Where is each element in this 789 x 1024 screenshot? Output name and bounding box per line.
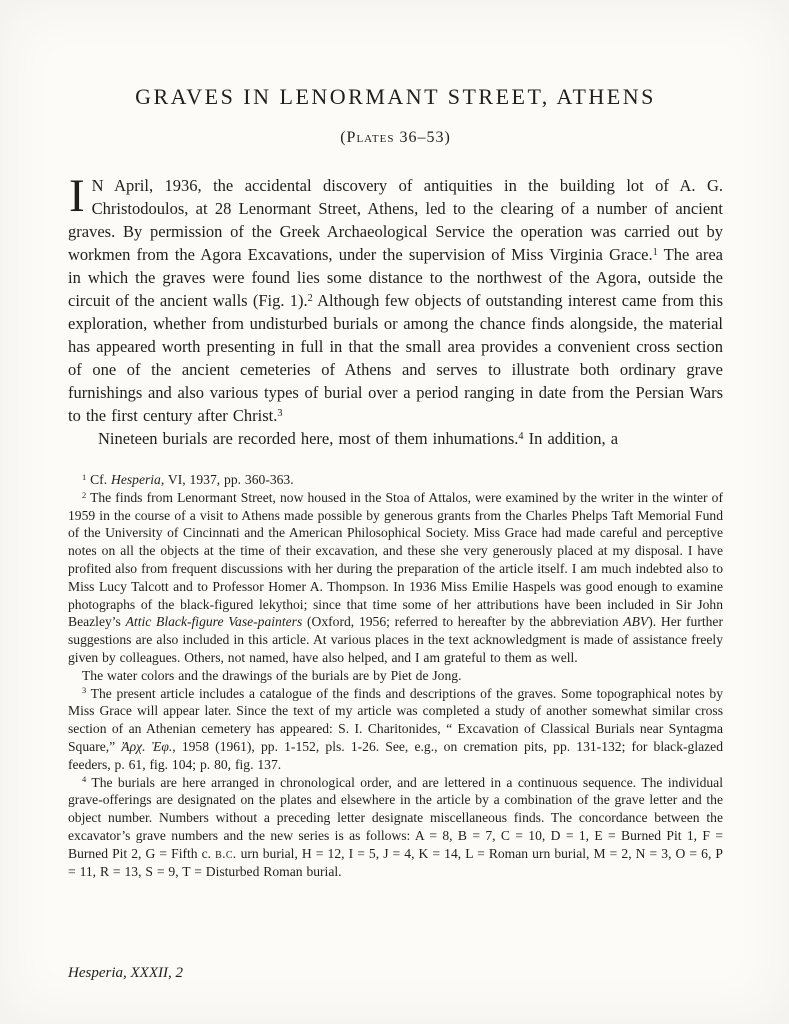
plates-subtitle: (Plates 36–53) bbox=[340, 129, 451, 146]
footnote-reference: 1 bbox=[652, 246, 658, 258]
text-run: N April, 1936, the accidental discovery of antiquities in the building lot of A. G. Christodoulos, at 28 Lenormant Street, Athens, led to the clearing of a number of ancient graves. By permission of the Greek Archaeological Service the operation was carried out by workmen from the Agora Excavations, under the supervision of Miss Virginia Grace. bbox=[68, 176, 723, 264]
text-run: b.c. bbox=[215, 845, 237, 861]
text-run: (Oxford, 1956; referred to hereafter by the abbreviation bbox=[302, 614, 624, 630]
article-title: GRAVES IN LENORMANT STREET, ATHENS bbox=[135, 84, 656, 109]
text-run: urn burial, H = 12, I = 5, J = 4, K = 14, L = Roman urn burial, M = 2, N = 3, O = 6, P = 11, R = 13, S = 9, T = Disturbed Roman burial. bbox=[68, 845, 723, 879]
text-run: Cf. bbox=[86, 472, 112, 487]
footnote-4 bbox=[68, 774, 723, 881]
text-run: The present article includes a catalogue of the finds and descriptions of the graves. Some topographical notes by Miss Grace will appear later. Since the text of my article was completed a study of another somewhat similar cross section of an Athenian cemetery has appeared: S. I. Charitonides, “ Excavation of Classical Burials near Syntagma Square,” bbox=[68, 685, 723, 754]
article-body bbox=[68, 170, 724, 450]
text-run: Nineteen burials are recorded here, most of them inhumations. bbox=[98, 429, 519, 448]
footnote-reference: 2 bbox=[307, 292, 313, 304]
text-run: Although few objects of outstanding interest came from this exploration, whether from undisturbed burials or among the chance finds alongside, the material has appeared worth presenting in full in that the small area provides a convenient cross section of one of the ancient cemeteries of Athens and serves to illustrate both ordinary grave furnishings and also various types of burial over a period ranging in date from the Persian Wars to the first century after Christ. bbox=[68, 291, 724, 425]
footnote-reference: 3 bbox=[82, 685, 87, 696]
journal-footer bbox=[68, 965, 183, 982]
text-run: Hesperia bbox=[111, 472, 161, 487]
text-run: , 1958 (1961), pp. 1-152, pls. 1-26. See, e.g., on cremation pits, pp. 131-132; for black-glazed feeders, p. 61, fig. 104; p. 80, fig. 137. bbox=[68, 738, 723, 772]
text-run: The area in which the graves were found lies some distance to the northwest of the Agora, outside the circuit of the ancient walls (Fig. 1). bbox=[68, 245, 723, 310]
text-run: I bbox=[69, 170, 85, 222]
footnote-reference: 4 bbox=[518, 430, 524, 442]
text-run: Hesperia, XXXII, 2 bbox=[68, 965, 183, 981]
footnote-reference: 2 bbox=[82, 489, 87, 500]
opening-paragraph bbox=[68, 170, 724, 427]
footnote-1 bbox=[68, 471, 723, 489]
footnote-reference: 4 bbox=[82, 774, 87, 785]
footnotes-section bbox=[68, 471, 723, 880]
text-run: , VI, 1937, pp. 360-363. bbox=[160, 472, 294, 487]
text-run: ABV bbox=[623, 614, 649, 630]
text-run: ). Her further suggestions are also included in this article. At various places in the text acknowledgment is made of assistance freely given by colleagues. Others, not named, have also helped, and I am grateful to them as well. bbox=[68, 614, 723, 665]
footnote-reference: 3 bbox=[277, 407, 283, 419]
text-run: In addition, a bbox=[523, 429, 619, 448]
text-run: The water colors and the drawings of the burials are by Piet de Jong. bbox=[82, 667, 462, 683]
footnote-2 bbox=[68, 489, 723, 667]
footnote-reference: 1 bbox=[82, 471, 87, 482]
text-run: Attic Black-figure Vase-painters bbox=[125, 614, 303, 630]
text-run: The finds from Lenormant Street, now housed in the Stoa of Attalos, were examined by the writer in the winter of 1959 in the course of a visit to Athens made possible by generous grants from the Charles Phelps Taft Memorial Fund of the University of Cincinnati and the American Philosophical Society. Miss Grace had made careful and perceptive notes on all the objects at the time of their excavation, and these she very generously placed at my disposal. I have profited also from frequent discussions with her during the preparation of the article itself. I am much indebted also to Miss Lucy Talcott and to Professor Homer A. Thompson. In 1936 Miss Emilie Haspels was good enough to examine photographs of the black-figured lekythoi; since that time some of her attributions have been included in Sir John Beazley’s bbox=[68, 489, 723, 630]
footnote-3 bbox=[68, 685, 723, 774]
second-paragraph bbox=[68, 427, 723, 450]
text-run: The burials are here arranged in chronological order, and are lettered in a continuous sequence. The individual grave-offerings are designated on the plates and elsewhere in the article by a combination of the grave letter and the object number. Numbers without a preceding letter designate miscellaneous finds. The concordance between the excavator’s grave numbers and the new series is as follows: A = 8, B = 7, C = 10, D = 1, E = Burned Pit 1, F = Burned Pit 2, G = Fifth c. bbox=[68, 774, 723, 861]
text-run: Ἀρχ. Ἐφ. bbox=[121, 738, 173, 754]
footnote-2-credit-line bbox=[68, 667, 723, 685]
